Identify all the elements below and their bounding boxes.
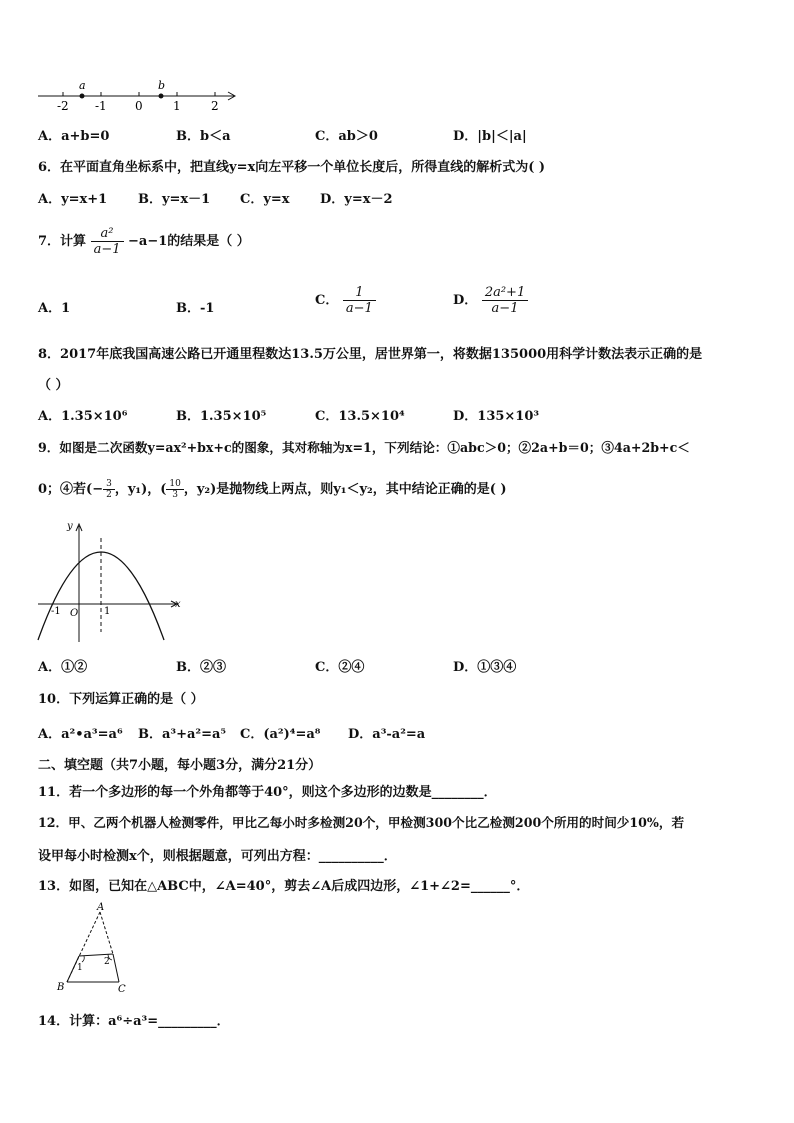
q10-option-d: D．a³-a²=a: [348, 727, 426, 742]
q7-option-c-num: 1: [343, 285, 376, 301]
q12-question-line1: 12．甲、乙两个机器人检测零件，甲比乙每小时多检测20个，甲检测300个比乙检测200个所用的时间少10%，若: [38, 815, 685, 830]
triangle-figure: [55, 900, 135, 995]
q5-option-d: D．|b|＜|a|: [453, 129, 527, 144]
q10-option-b: B．a³+a²=a⁵: [138, 727, 227, 742]
q6-option-c: C．y=x: [240, 192, 290, 207]
q8-question: 8．2017年底我国高速公路已开通里程数达13.5万公里，居世界第一，将数据135000用科学计数法表示正确的是: [38, 347, 703, 362]
angle-1-label: 1: [77, 963, 83, 973]
q9-line2-part-b: ，y₁)，(: [114, 482, 167, 497]
point-b-label: b: [158, 79, 166, 92]
q9-frac1-num: 3: [103, 479, 115, 490]
q9-option-c: C．②④: [315, 660, 365, 675]
q9-frac1: [103, 479, 115, 500]
q12-question-line2: 设甲每小时检测x个，则根据题意，可列出方程：__________．: [38, 849, 397, 864]
q8-paren: （ ）: [38, 378, 69, 393]
q7-prefix: 7．计算: [38, 234, 87, 249]
q6-question: 6．在平面直角坐标系中，把直线y=x向左平移一个单位长度后，所得直线的解析式为( ): [38, 160, 546, 175]
q7-option-d-den: a−1: [491, 301, 519, 316]
tick-label: 0: [135, 99, 143, 113]
q9-option-d: D．①③④: [453, 660, 517, 675]
section-heading: 二、填空题（共7小题，每小题3分，满分21分）: [38, 758, 322, 773]
tick-label: -2: [57, 99, 69, 113]
q7-fraction: [91, 226, 124, 257]
graph-one-label: 1: [104, 606, 111, 617]
q9-question-line2: [38, 478, 507, 500]
q7-option-c-label: C．: [315, 293, 339, 308]
q9-frac1-den: 2: [106, 490, 112, 500]
number-line-figure: [30, 78, 245, 116]
q7-option-d: [453, 285, 528, 316]
q8-option-d: D．135×10³: [453, 409, 540, 424]
q9-frac2: [166, 479, 183, 500]
q14-question: 14．计算：a⁶÷a³=_________．: [38, 1014, 230, 1029]
q10-option-a: A．a²•a³=a⁶: [38, 727, 123, 742]
q7-suffix: −a−1的结果是（ ）: [128, 234, 250, 249]
q7-option-d-label: D．: [453, 293, 478, 308]
q5-option-a: A．a+b=0: [38, 129, 110, 144]
q9-option-a: A．①②: [38, 660, 88, 675]
triangle-vertex-a: A: [97, 902, 105, 913]
q7-option-c-den: a−1: [345, 301, 373, 316]
q6-option-d: D．y=x－2: [320, 192, 393, 207]
q5-option-c: C．ab＞0: [315, 129, 378, 144]
point-b-dot: [159, 94, 164, 99]
q7-option-a: A．1: [38, 301, 71, 316]
graph-neg1-label: -1: [51, 606, 61, 617]
q7-option-d-fraction: [482, 285, 528, 316]
q5-option-b: B．b＜a: [176, 129, 231, 144]
q7-option-c-fraction: [343, 285, 376, 316]
q7-frac-num: a²: [91, 226, 124, 242]
q9-frac2-num: 10: [166, 479, 183, 490]
point-a-dot: [80, 94, 85, 99]
tick-label: 2: [211, 99, 219, 113]
graph-origin-label: O: [70, 608, 79, 619]
tick-label: 1: [173, 99, 181, 113]
q10-question: 10．下列运算正确的是（ ）: [38, 692, 204, 707]
q9-question-line1: 9．如图是二次函数y=ax²+bx+c的图象，其对称轴为x=1，下列结论：①abc＞0；②2a+b＝0；③4a+2b+c＜: [38, 440, 690, 455]
q6-option-b: B．y=x－1: [138, 192, 211, 207]
q9-option-b: B．②③: [176, 660, 226, 675]
q8-option-a: A．1.35×10⁶: [38, 409, 128, 424]
q7-option-c: [315, 285, 376, 316]
q8-option-b: B．1.35×10⁵: [176, 409, 267, 424]
q11-question: 11．若一个多边形的每一个外角都等于40°，则这个多边形的边数是________．: [38, 785, 497, 800]
q9-frac2-den: 3: [172, 490, 178, 500]
q7-option-b: B．-1: [176, 301, 215, 316]
q9-line2-part-a: 0；④若(−: [38, 482, 104, 497]
q13-question: 13．如图，已知在△ABC中，∠A=40°，剪去∠A后成四边形，∠1+∠2=______°．: [38, 879, 530, 894]
q8-option-c: C．13.5×10⁴: [315, 409, 405, 424]
angle-2-label: 2: [104, 957, 110, 967]
triangle-vertex-c: C: [118, 984, 126, 995]
q7-option-d-num: 2a²+1: [482, 285, 528, 301]
q9-line2-part-c: ，y₂)是抛物线上两点，则y₁＜y₂，其中结论正确的是( ): [183, 482, 507, 497]
point-a-label: a: [79, 79, 86, 92]
graph-y-label: y: [67, 521, 73, 532]
triangle-vertex-b: B: [57, 982, 65, 993]
parabola-graph: [34, 520, 184, 645]
q7-question: [38, 226, 250, 257]
q10-option-c: C．(a²)⁴=a⁸: [240, 727, 321, 742]
q6-option-a: A．y=x+1: [38, 192, 108, 207]
graph-x-label: x: [175, 599, 181, 610]
tick-label: -1: [95, 99, 107, 113]
q7-frac-den: a−1: [93, 242, 121, 257]
